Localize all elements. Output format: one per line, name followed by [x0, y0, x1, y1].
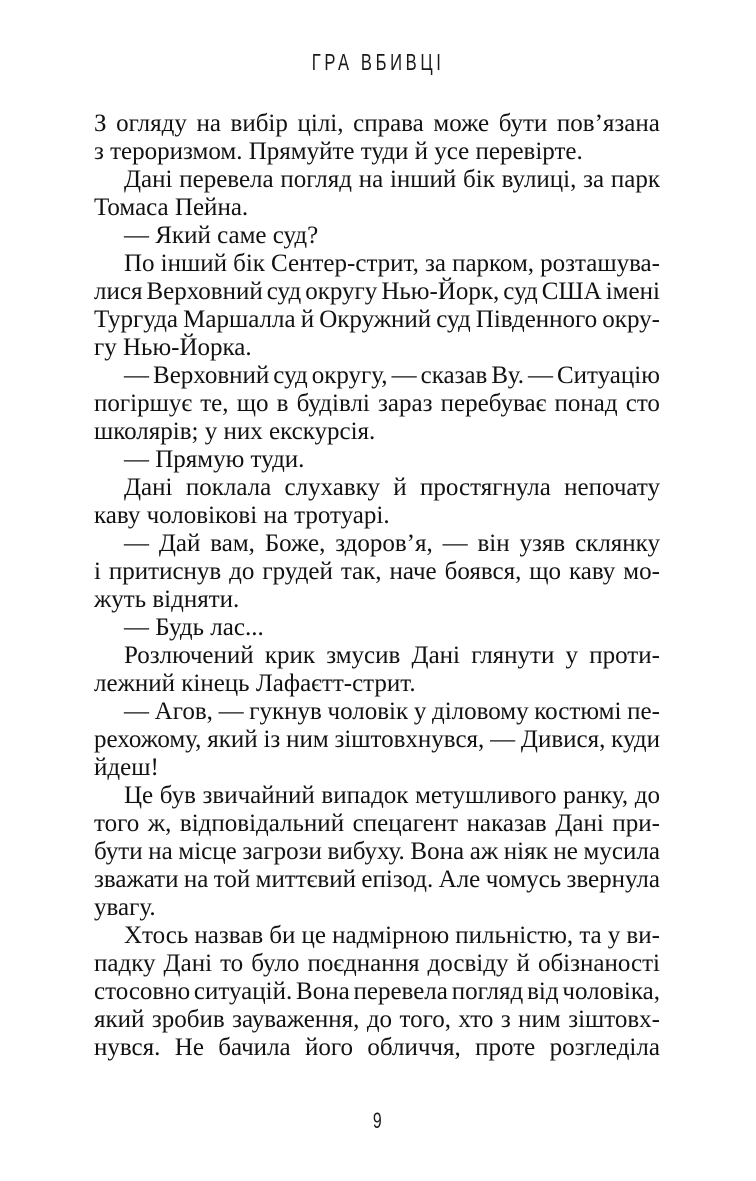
text-line: Дані перевела погляд на інший бік вулиці, за парк	[124, 166, 660, 193]
text-line: каву чоловікові на тротуарі.	[94, 502, 390, 529]
text-line: Дані поклала слухавку й простягнула непочату	[124, 474, 660, 501]
text-line: З огляду на вибір цілі, справа може бути пов’язана	[94, 110, 660, 137]
page-number-value: 9	[373, 1108, 383, 1133]
body-text	[94, 110, 660, 1062]
text-line: стосовно ситуацій. Вона перевела погляд від чоловіка,	[94, 978, 660, 1005]
page-number	[0, 1108, 756, 1134]
text-line: падку Дані то було поєднання досвіду й обізнаності	[94, 950, 660, 977]
text-line: зважати на той миттєвий епізод. Але чомусь звернула	[94, 866, 660, 893]
text-line: Тургуда Маршалла й Окружний суд Південного окру-	[94, 306, 660, 333]
text-line: рехожому, який із ним зіштовхнувся, — Дивися, куди	[94, 726, 660, 753]
text-line: — Прямую туди.	[124, 446, 305, 473]
text-line: Розлючений крик змусив Дані глянути у проти-	[124, 642, 660, 669]
text-line: лися Верховний суд округу Нью-Йорк, суд США імені	[94, 278, 660, 305]
text-line: Це був звичайний випадок метушливого ранку, до	[124, 782, 660, 809]
text-line: жуть відняти.	[94, 586, 240, 613]
running-head	[0, 49, 756, 76]
text-line: Томаса Пейна.	[94, 194, 249, 221]
text-line: який зробив зауваження, до того, хто з ним зіштовх-	[94, 1006, 660, 1033]
text-line: і притиснув до грудей так, наче боявся, що каву мо-	[94, 558, 660, 585]
text-line: нувся. Не бачила його обличчя, проте розгледіла	[94, 1034, 660, 1061]
text-line: — Дай вам, Боже, здоров’я, — він узяв склянку	[124, 530, 660, 557]
text-line: — Агов, — гукнув чоловік у діловому костюмі пе-	[124, 698, 660, 725]
text-line: Хтось назвав би це надмірною пильністю, та у ви-	[124, 922, 660, 949]
text-line: — Верховний суд округу, — сказав Ву. — Ситуацію	[124, 362, 660, 389]
text-line: — Будь лас...	[124, 614, 264, 641]
text-line: лежний кінець Лафаєтт-стрит.	[94, 670, 416, 697]
text-line: бути на місце загрози вибуху. Вона аж ніяк не мусила	[94, 838, 660, 865]
text-line: з тероризмом. Прямуйте туди й усе перевірте.	[94, 138, 583, 165]
text-line: школярів; у них екскурсія.	[94, 418, 376, 445]
text-line: погіршує те, що в будівлі зараз перебуває понад сто	[94, 390, 660, 417]
text-line: гу Нью-Йорка.	[94, 334, 252, 361]
text-line: По інший бік Сентер-стрит, за парком, розташува-	[124, 250, 660, 277]
text-line: — Який саме суд?	[124, 222, 319, 249]
text-line: увагу.	[94, 894, 156, 921]
text-line: того ж, відповідальний спецагент наказав Дані при-	[94, 810, 660, 837]
text-line: йдеш!	[94, 754, 159, 781]
running-head-title: ГРА ВБИВЦІ	[311, 49, 445, 75]
